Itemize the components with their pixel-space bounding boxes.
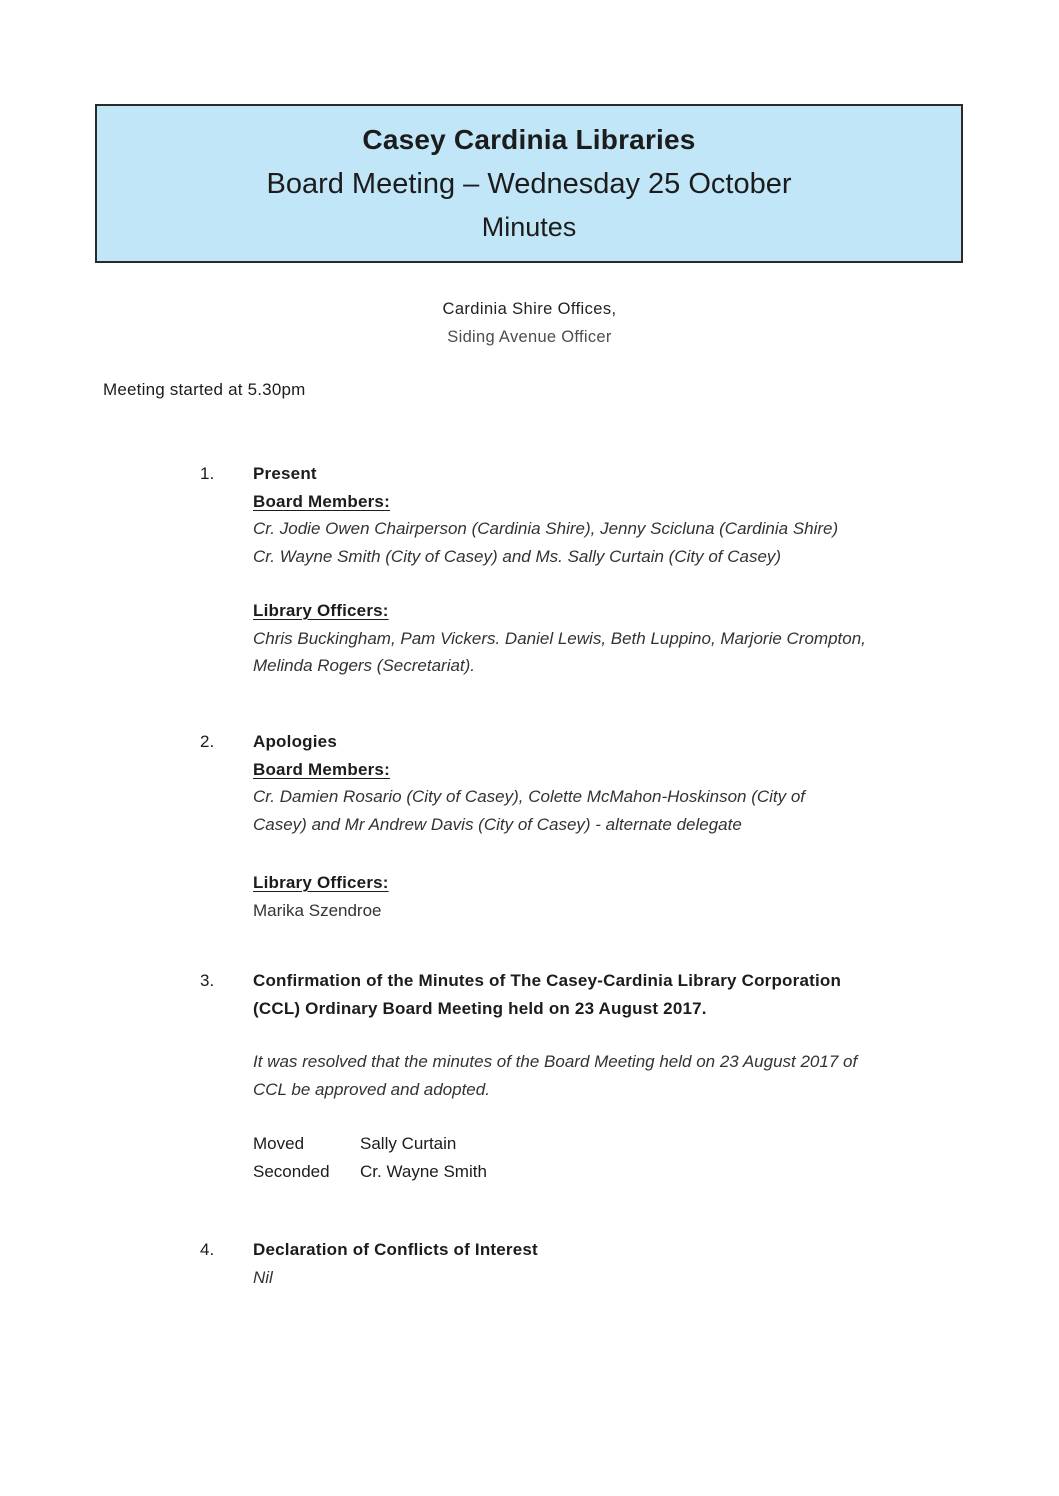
section-content bbox=[253, 460, 965, 680]
section-number: 3. bbox=[200, 971, 215, 990]
section-present bbox=[200, 460, 965, 680]
section-number: 2. bbox=[200, 732, 215, 751]
section-content bbox=[253, 1236, 965, 1291]
section-number: 1. bbox=[200, 464, 215, 483]
venue-line-1: Cardinia Shire Offices, bbox=[442, 300, 617, 318]
resolution-paragraph bbox=[253, 1048, 965, 1103]
section-heading-line: Confirmation of the Minutes of The Casey-Cardinia Library Corporation bbox=[253, 971, 842, 990]
seconded-label: Seconded bbox=[253, 1161, 330, 1181]
member-line: Cr. Wayne Smith (City of Casey) and Ms. Sally Curtain (City of Casey) bbox=[253, 546, 782, 566]
section-conflicts-of-interest bbox=[200, 1236, 965, 1291]
document-subtitle-minutes: Minutes bbox=[481, 212, 577, 243]
section-body: Nil bbox=[253, 1267, 273, 1287]
resolution-line: CCL be approved and adopted. bbox=[253, 1079, 490, 1099]
member-line: Cr. Damien Rosario (City of Casey), Colette McMahon-Hoskinson (City of bbox=[253, 787, 806, 806]
group-library-officers bbox=[253, 597, 965, 680]
resolution-line: It was resolved that the minutes of the Board Meeting held on 23 August 2017 of bbox=[253, 1052, 858, 1071]
group-board-members bbox=[253, 756, 965, 839]
document-title: Casey Cardinia Libraries bbox=[362, 123, 696, 155]
motion-movers bbox=[253, 1130, 965, 1185]
group-library-officers bbox=[253, 869, 965, 924]
section-heading: Apologies bbox=[253, 732, 337, 751]
moved-row bbox=[253, 1130, 965, 1158]
section-number: 4. bbox=[200, 1240, 215, 1259]
section-content bbox=[253, 967, 965, 1185]
member-line: Chris Buckingham, Pam Vickers. Daniel Lewis, Beth Luppino, Marjorie Crompton, bbox=[253, 628, 866, 648]
member-line: Cr. Jodie Owen Chairperson (Cardinia Shire), Jenny Scicluna (Cardinia Shire) bbox=[253, 519, 839, 538]
moved-label: Moved bbox=[253, 1134, 305, 1153]
venue-line-2: Siding Avenue Officer bbox=[447, 328, 612, 346]
moved-name: Sally Curtain bbox=[360, 1134, 457, 1153]
section-apologies bbox=[200, 728, 965, 924]
group-label: Board Members: bbox=[253, 759, 390, 779]
seconded-row bbox=[253, 1158, 965, 1186]
group-board-members bbox=[253, 488, 965, 571]
member-line: Casey) and Mr Andrew Davis (City of Casey) - alternate delegate bbox=[253, 814, 742, 834]
meeting-start-time: Meeting started at 5.30pm bbox=[103, 380, 306, 399]
group-label: Library Officers: bbox=[253, 601, 389, 620]
section-content bbox=[253, 728, 965, 924]
member-line: Melinda Rogers (Secretariat). bbox=[253, 656, 476, 675]
seconded-name: Cr. Wayne Smith bbox=[360, 1161, 487, 1181]
section-confirmation-of-minutes bbox=[200, 967, 965, 1185]
venue-block bbox=[0, 300, 1059, 347]
member-line: Marika Szendroe bbox=[253, 900, 382, 920]
section-heading: Declaration of Conflicts of Interest bbox=[253, 1240, 538, 1259]
document-header-box bbox=[95, 104, 963, 263]
section-heading: Present bbox=[253, 464, 317, 483]
document-subtitle-meeting-date: Board Meeting – Wednesday 25 October bbox=[266, 167, 792, 200]
group-label: Board Members: bbox=[253, 491, 390, 511]
group-label: Library Officers: bbox=[253, 873, 389, 892]
section-heading-line: (CCL) Ordinary Board Meeting held on 23 August 2017. bbox=[253, 998, 707, 1018]
